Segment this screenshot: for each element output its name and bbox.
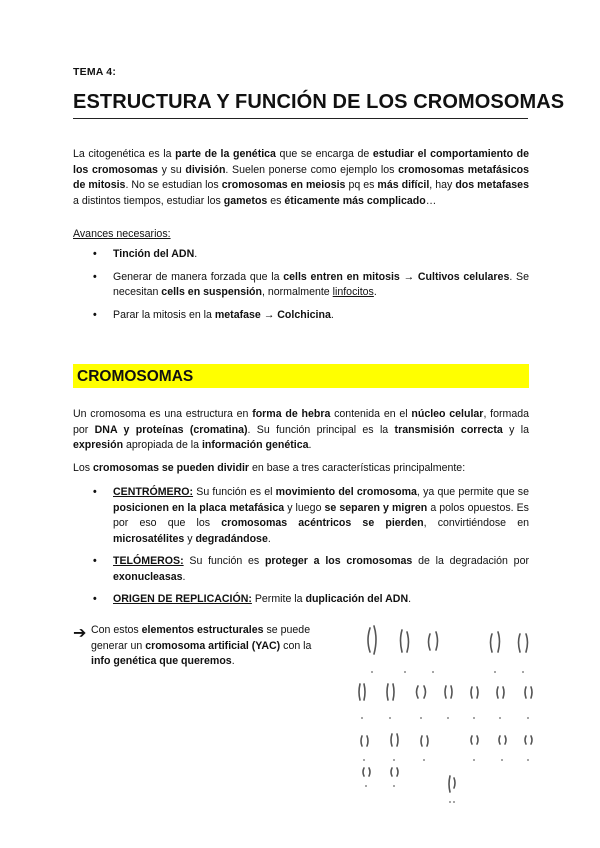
bullet-icon: • [93, 270, 97, 283]
arrow-icon: → [260, 308, 278, 321]
bullet-icon: • [93, 308, 97, 321]
definition-paragraph: Un cromosoma es una estructura en forma de hebra contenida en el núcleo celular, formada por DNA y proteínas (cromatina). Su función principal es la transmisión correcta y la expresión apropiada de la información genética. [73, 408, 530, 451]
intro-paragraph: La citogenética es la parte de la genética que se encarga de estudiar el comportamiento de los cromosomas y su división. Suelen ponerse como ejemplo los cromosomas metafásicos de mitosis. No se estudian los cromosomas en meiosis pq es más difícil, hay dos metafases a distintos tiempos, estudiar los gametos es éticamente más complicado… [73, 148, 530, 207]
avances-list [93, 247, 529, 330]
division-intro: Los cromosomas se pueden dividir en base a tres características principalmente: [73, 462, 466, 474]
yac-text: Con estos elementos estructurales se puede generar un cromosoma artificial (YAC) con la info genética que queremos. [91, 624, 312, 667]
topic-number: TEMA 4: [73, 66, 117, 78]
arrow-icon: → [399, 270, 418, 283]
list-item: • ORIGEN DE REPLICACIÓN: Permite la duplicación del ADN. [93, 592, 529, 608]
title-underline [73, 118, 528, 119]
avances-heading: Avances necesarios: [73, 228, 171, 240]
list-item: • CENTRÓMERO: Su función es el movimiento del cromosoma, ya que permite que se posicionen en la placa metafásica y luego se separen y migren a polos opuestos. Es por eso que los cromosomas acéntricos se pierden, convirtiéndose en microsatélites y degradándose. [93, 486, 529, 545]
karyotype-image [350, 620, 550, 810]
bullet-icon: • [93, 593, 97, 605]
list-item: • TELÓMEROS: Su función es proteger a los cromosomas de la degradación por exonucleasas. [93, 555, 529, 583]
yac-note [73, 623, 323, 670]
page-title: ESTRUCTURA Y FUNCIÓN DE LOS CROMOSOMAS [73, 91, 565, 113]
section-title: CROMOSOMAS [77, 368, 194, 385]
bullet-icon: • [93, 486, 97, 498]
features-list [93, 485, 529, 615]
arrow-right-icon: ➔ [73, 625, 87, 642]
list-item: • Tinción del ADN. [93, 247, 529, 263]
bullet-icon: • [93, 555, 97, 567]
list-item: • Parar la mitosis en la metafase → Colchicina. [93, 308, 529, 324]
bullet-icon: • [93, 248, 97, 260]
list-item: • Generar de manera forzada que la cells entren en mitosis → Cultivos celulares. Se necesitan cells en suspensión, normalmente linfocitos. [93, 270, 529, 298]
